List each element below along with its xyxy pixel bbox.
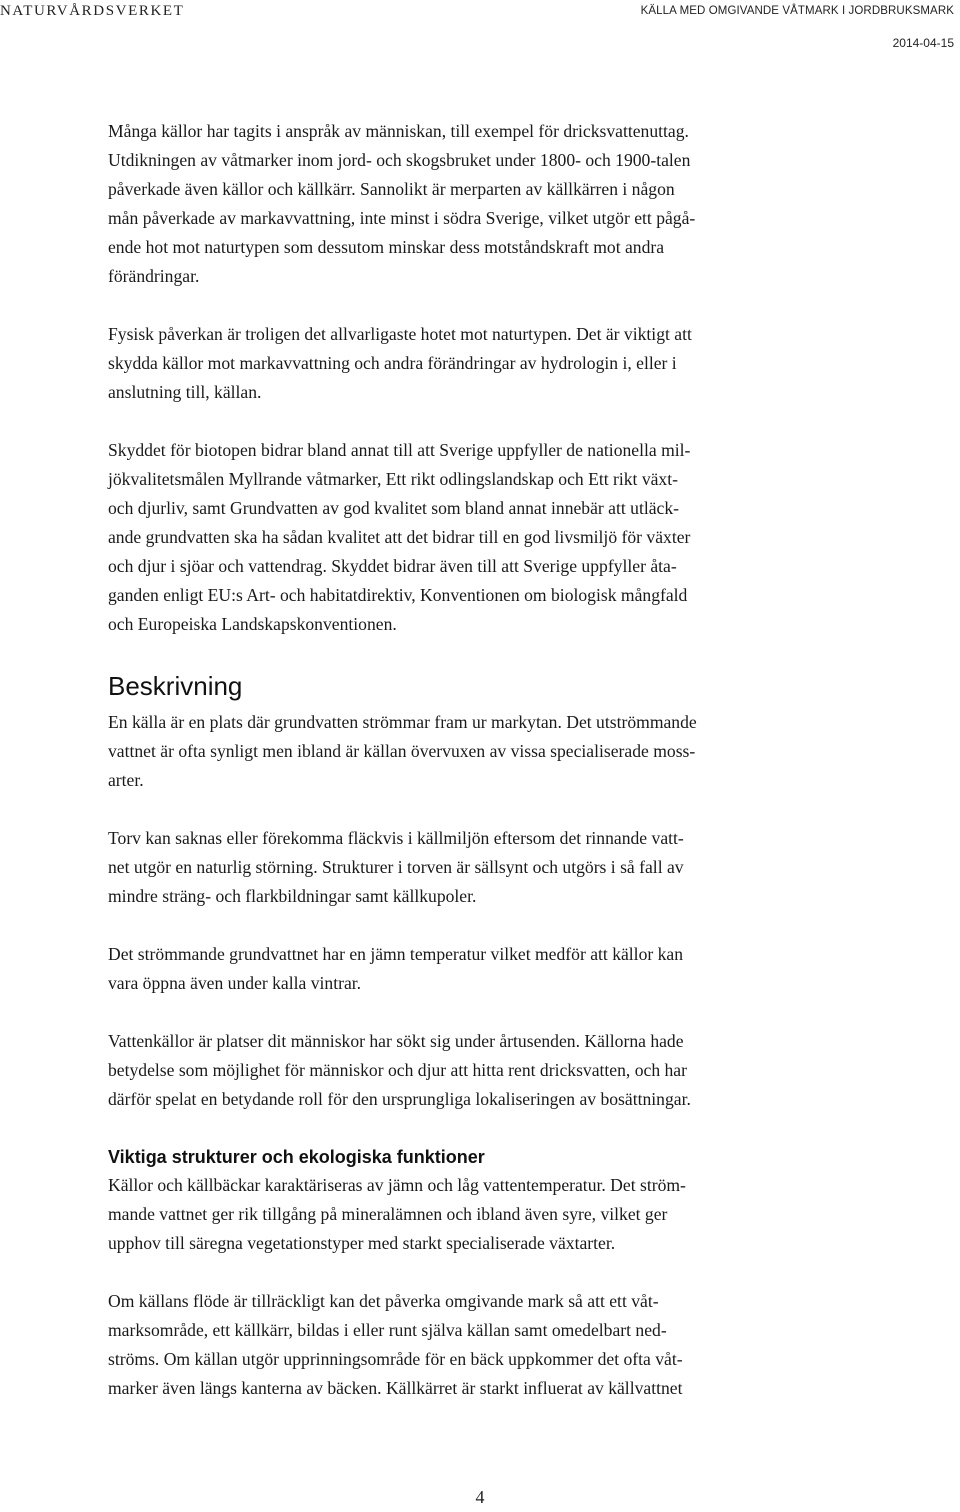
- text-line: och djurliv, samt Grundvatten av god kvalitet som bland annat innebär att utläck-: [108, 498, 679, 518]
- paragraph: [108, 708, 848, 795]
- text-line: Många källor har tagits i anspråk av människan, till exempel för dricksvattenuttag.: [108, 121, 689, 141]
- text-line: därför spelat en betydande roll för den ursprungliga lokaliseringen av bosättningar.: [108, 1089, 691, 1109]
- text-line: och Europeiska Landskapskonventionen.: [108, 614, 397, 634]
- paragraph: [108, 1027, 848, 1114]
- text-line: betydelse som möjlighet för människor och djur att hitta rent dricksvatten, och har: [108, 1060, 687, 1080]
- paragraph: [108, 320, 848, 407]
- text-line: påverkade även källor och källkärr. Sannolikt är merparten av källkärren i någon: [108, 179, 675, 199]
- text-line: Om källans flöde är tillräckligt kan det påverka omgivande mark så att ett våt-: [108, 1291, 659, 1311]
- text-line: marksområde, ett källkärr, bildas i eller runt själva källan samt omedelbart ned-: [108, 1320, 667, 1340]
- org-name: NATURVÅRDSVERKET: [0, 3, 185, 19]
- strukturer-paragraphs: [108, 1171, 848, 1403]
- text-line: och djur i sjöar och vattendrag. Skyddet bidrar även till att Sverige uppfyller åta-: [108, 556, 677, 576]
- page-number: 4: [475, 1487, 485, 1507]
- paragraph: [108, 1287, 848, 1403]
- document-body: [108, 117, 848, 1432]
- text-line: mindre sträng- och flarkbildningar samt källkupoler.: [108, 886, 477, 906]
- text-line: jökvalitetsmålen Myllrande våtmarker, Ett rikt odlingslandskap och Ett rikt växt-: [108, 469, 678, 489]
- text-line: Källor och källbäckar karaktäriseras av jämn och låg vattentemperatur. Det ström-: [108, 1175, 686, 1195]
- text-line: vara öppna även under kalla vintrar.: [108, 973, 362, 993]
- text-line: net utgör en naturlig störning. Strukturer i torven är sällsynt och utgörs i så fall av: [108, 857, 684, 877]
- text-line: skydda källor mot markavvattning och andra förändringar av hydrologin i, eller i: [108, 353, 677, 373]
- beskrivning-paragraphs: [108, 708, 848, 1114]
- text-line: ganden enligt EU:s Art- och habitatdirektiv, Konventionen om biologisk mångfald: [108, 585, 688, 605]
- paragraph: [108, 117, 848, 291]
- text-line: upphov till säregna vegetationstyper med starkt specialiserade växtarter.: [108, 1233, 616, 1253]
- section-heading-beskrivning: Beskrivning: [108, 671, 243, 701]
- text-line: vattnet är ofta synligt men ibland är källan övervuxen av vissa specialiserade moss-: [108, 741, 696, 761]
- intro-paragraphs: [108, 117, 848, 639]
- section-heading-strukturer: Viktiga strukturer och ekologiska funktioner: [108, 1147, 485, 1167]
- paragraph: [108, 1171, 848, 1258]
- document-title: KÄLLA MED OMGIVANDE VÅTMARK I JORDBRUKSMARK: [640, 5, 954, 17]
- text-line: ande grundvatten ska ha sådan kvalitet att det bidrar till en god livsmiljö för växter: [108, 527, 691, 547]
- text-line: Torv kan saknas eller förekomma fläckvis i källmiljön eftersom det rinnande vatt-: [108, 828, 684, 848]
- text-line: Det strömmande grundvattnet har en jämn temperatur vilket medför att källor kan: [108, 944, 684, 964]
- text-line: Vattenkällor är platser dit människor har sökt sig under årtusenden. Källorna hade: [108, 1031, 684, 1051]
- text-line: förändringar.: [108, 266, 200, 286]
- text-line: anslutning till, källan.: [108, 382, 262, 402]
- document-date: 2014-04-15: [892, 36, 954, 50]
- text-line: ströms. Om källan utgör upprinningsområde för en bäck uppkommer det ofta våt-: [108, 1349, 683, 1369]
- text-line: ende hot mot naturtypen som dessutom minskar dess motståndskraft mot andra: [108, 237, 665, 257]
- text-line: mande vattnet ger rik tillgång på mineralämnen och ibland även syre, vilket ger: [108, 1204, 668, 1224]
- text-line: Skyddet för biotopen bidrar bland annat till att Sverige uppfyller de nationella mil-: [108, 440, 691, 460]
- text-line: En källa är en plats där grundvatten strömmar fram ur markytan. Det utströmmande: [108, 712, 697, 732]
- paragraph: [108, 436, 848, 639]
- paragraph: [108, 824, 848, 911]
- text-line: arter.: [108, 770, 144, 790]
- text-line: Fysisk påverkan är troligen det allvarligaste hotet mot naturtypen. Det är viktigt att: [108, 324, 692, 344]
- text-line: mån påverkade av markavvattning, inte minst i södra Sverige, vilket utgör ett pågå-: [108, 208, 696, 228]
- text-line: marker även längs kanterna av bäcken. Källkärret är starkt influerat av källvattnet: [108, 1378, 683, 1398]
- text-line: Utdikningen av våtmarker inom jord- och skogsbruket under 1800- och 1900-talen: [108, 150, 691, 170]
- paragraph: [108, 940, 848, 998]
